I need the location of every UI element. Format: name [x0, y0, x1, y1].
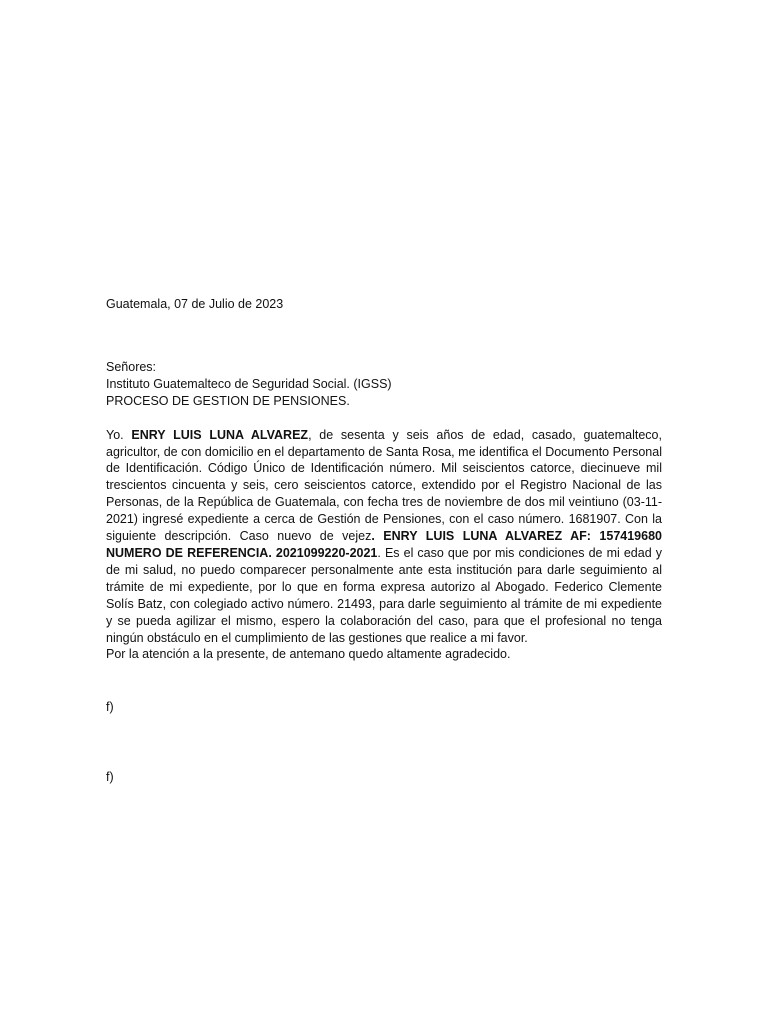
- body-text-part-1: , de sesenta y seis años de edad, casado, guatemalteco, agricultor, de con domicilio en el departamento de Santa Rosa, me identifica el Documento Personal de Identificación. Código Único de Identificación número. Mil seiscientos catorce, diecinueve mil trescientos cincuenta y seis, cero seiscientos catorce, extendido por el Registro Nacional de las Personas, de la República de Guatemala, con fecha tres de noviembre de dos mil veintiuno (03-11-2021) ingresé expediente a cerca de Gestión de Pensiones, con el caso número. 1681907. Con la siguiente descripción. Caso nuevo de vejez: [106, 427, 662, 544]
- date-line: Guatemala, 07 de Julio de 2023: [106, 297, 284, 311]
- institution-name: Instituto Guatemalteco de Seguridad Social. (IGSS): [106, 376, 392, 391]
- letter-body: [106, 296, 662, 786]
- recipient-block: [106, 359, 662, 410]
- intro-text: Yo.: [106, 427, 132, 442]
- closing-line: Por la atención a la presente, de antemano quedo altamente agradecido.: [106, 647, 511, 662]
- reference-number: . ENRY LUIS LUNA ALVAREZ AF: 157419680 NUMERO DE REFERENCIA. 2021099220-2021: [106, 529, 662, 560]
- department-name: PROCESO DE GESTION DE PENSIONES.: [106, 393, 350, 408]
- signature-line-1: f): [106, 700, 114, 715]
- applicant-name: ENRY LUIS LUNA ALVAREZ: [131, 427, 309, 442]
- main-paragraph: [106, 427, 662, 647]
- body-text-part-2: . Es el caso que por mis condiciones de mi edad y de mi salud, no puedo comparecer personalmente ante esta institución para darle seguimiento al trámite de mi expediente, por lo que en forma expresa autorizo al Abogado. Federico Clemente Solís Batz, con colegiado activo número. 21493, para darle seguimiento al trámite de mi expediente y se pueda agilizar el mismo, espero la colaboración del caso, para que el profesional no tenga ningún obstáculo en el cumplimiento de las gestiones que realice a mi favor.: [106, 545, 662, 645]
- signature-line-2: f): [106, 770, 114, 785]
- salutation: Señores:: [106, 359, 157, 374]
